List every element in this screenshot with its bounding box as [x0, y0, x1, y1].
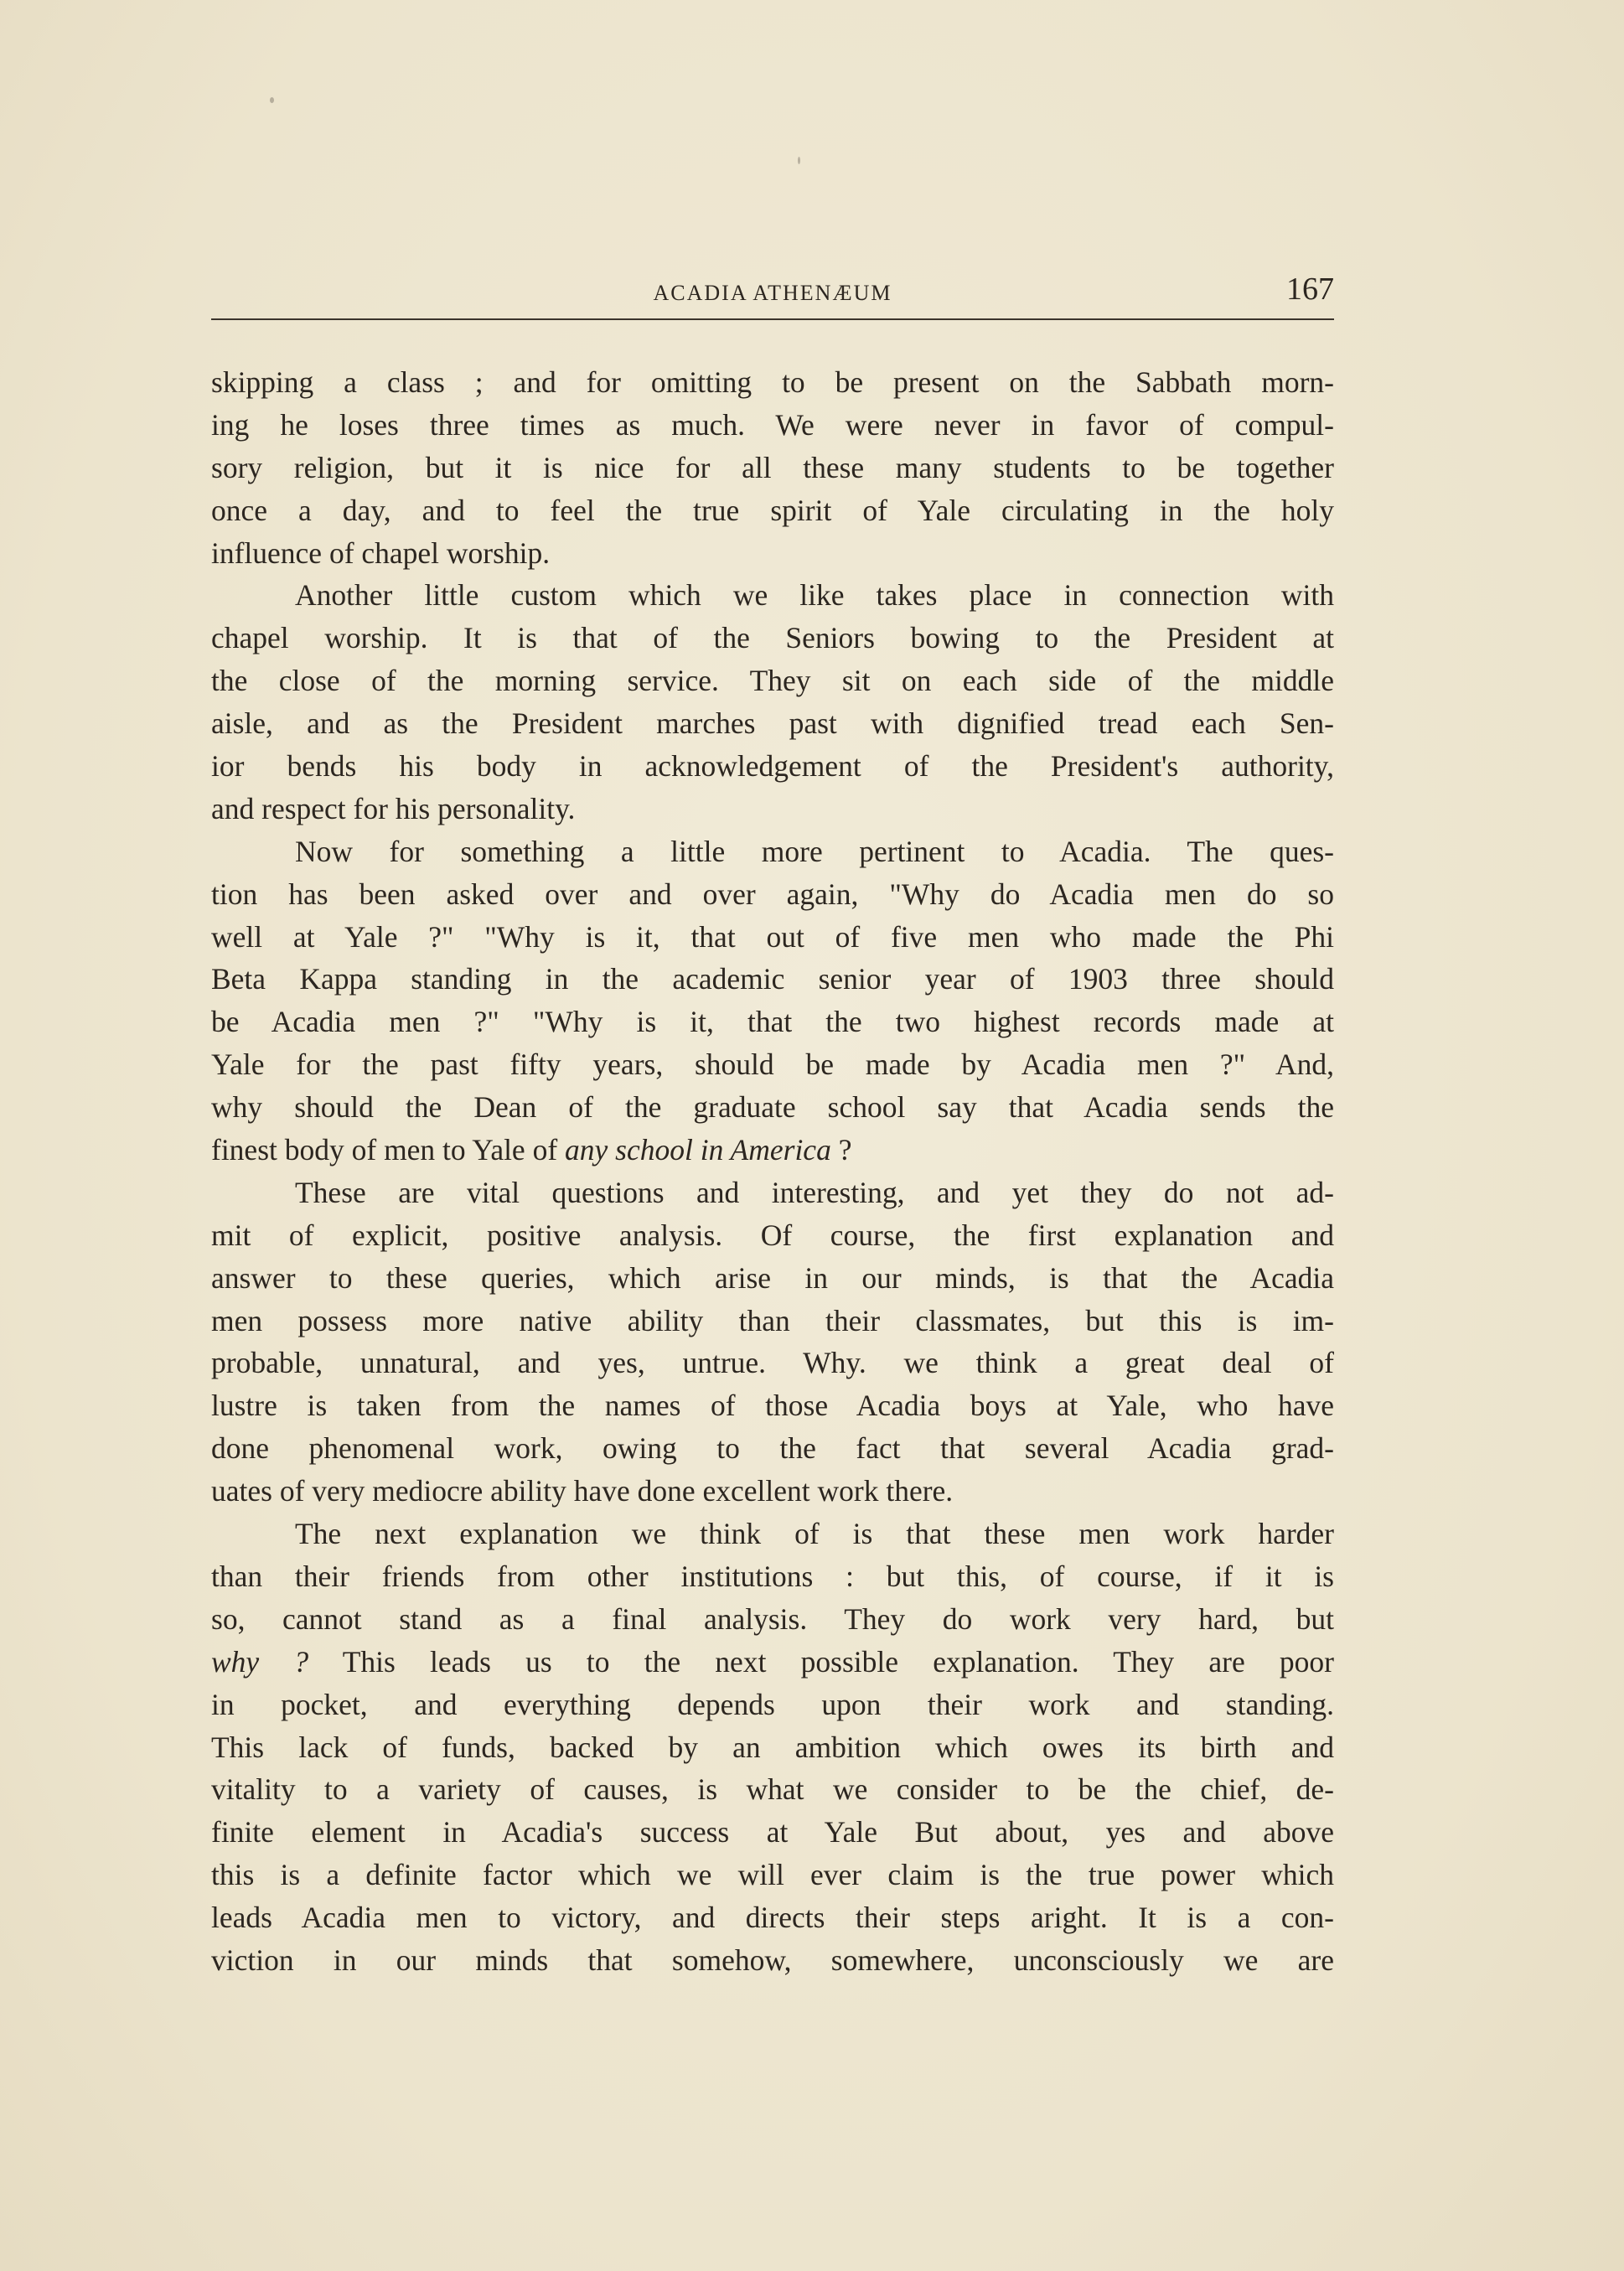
- text-line: viction in our minds that somehow, somewhere, unconsciously we are: [211, 1943, 1334, 1977]
- text-line: skipping a class ; and for omitting to be present on the Sabbath morn-: [211, 365, 1334, 399]
- text-line: Beta Kappa standing in the academic senior year of 1903 three should: [211, 962, 1334, 996]
- text-line: These are vital questions and interesting, and yet they do not ad-: [295, 1175, 1334, 1209]
- text-line: men possess more native ability than their classmates, but this is im-: [211, 1303, 1334, 1337]
- running-title: ACADIA ATHENÆUM: [653, 281, 892, 305]
- text-line: aisle, and as the President marches past with dignified tread each Sen-: [211, 706, 1334, 741]
- text-span: This leads us to the next possible explanation. They are poor: [308, 1644, 1334, 1679]
- text-line: uates of very mediocre ability have done excellent work there.: [211, 1474, 954, 1508]
- text-line: why should the Dean of the graduate school say that Acadia sends the: [211, 1090, 1334, 1125]
- text-line: probable, unnatural, and yes, untrue. Why. we think a great deal of: [211, 1346, 1334, 1380]
- text-line: once a day, and to feel the true spirit of Yale circulating in the holy: [211, 493, 1334, 527]
- paper-speck: [270, 97, 274, 103]
- text-line: than their friends from other institutions : but this, of course, if it is: [211, 1559, 1334, 1593]
- text-line: tion has been asked over and over again, "Why do Acadia men do so: [211, 877, 1334, 911]
- text-span: ?: [830, 1133, 852, 1167]
- text-line: the close of the morning service. They sit on each side of the middle: [211, 664, 1334, 698]
- text-line: leads Acadia men to victory, and directs their steps aright. It is a con-: [211, 1901, 1334, 1935]
- text-line: be Acadia men ?" "Why is it, that the two highest records made at: [211, 1005, 1334, 1039]
- text-line: This lack of funds, backed by an ambition which owes its birth and: [211, 1730, 1334, 1764]
- italic-span: any school in America: [565, 1133, 831, 1167]
- text-line: chapel worship. It is that of the Seniors bowing to the President at: [211, 621, 1334, 655]
- text-line: Another little custom which we like takes place in connection with: [295, 578, 1334, 613]
- text-line: well at Yale ?" "Why is it, that out of five men who made the Phi: [211, 919, 1334, 954]
- text-line: in pocket, and everything depends upon their work and standing.: [211, 1687, 1334, 1721]
- text-line: lustre is taken from the names of those Acadia boys at Yale, who have: [211, 1389, 1334, 1423]
- text-line: this is a definite factor which we will ever claim is the true power which: [211, 1858, 1334, 1892]
- text-line: answer to these queries, which arise in our minds, is that the Acadia: [211, 1260, 1334, 1295]
- text-line: so, cannot stand as a final analysis. They do work very hard, but: [211, 1601, 1334, 1636]
- text-line: finite element in Acadia's success at Yale But about, yes and above: [211, 1815, 1334, 1849]
- page-number: 167: [1286, 272, 1334, 307]
- text-line: ior bends his body in acknowledgement of the President's authority,: [211, 749, 1334, 784]
- text-line: The next explanation we think of is that these men work harder: [295, 1517, 1334, 1551]
- paper-speck: [798, 157, 800, 164]
- text-line: sory religion, but it is nice for all these many students to be together: [211, 450, 1334, 484]
- text-line: done phenomenal work, owing to the fact that several Acadia grad-: [211, 1431, 1334, 1466]
- text-line: [211, 1641, 1334, 1684]
- text-line: vitality to a variety of causes, is what we consider to be the chief, de-: [211, 1772, 1334, 1807]
- body-text: [211, 361, 1334, 1982]
- text-line: ing he loses three times as much. We were never in favor of compul-: [211, 407, 1334, 442]
- header-rule: [211, 318, 1334, 320]
- text-line: influence of chapel worship.: [211, 535, 551, 570]
- text-line: [211, 1129, 1334, 1172]
- text-line: Now for something a little more pertinent to Acadia. The ques-: [295, 834, 1334, 868]
- text-line: Yale for the past fifty years, should be made by Acadia men ?" And,: [211, 1048, 1334, 1082]
- text-line: mit of explicit, positive analysis. Of course, the first explanation and: [211, 1218, 1334, 1252]
- text-line: and respect for his personality.: [211, 791, 576, 825]
- running-head: [211, 271, 1334, 314]
- text-span: finest body of men to Yale of: [211, 1133, 566, 1167]
- italic-span: why ?: [211, 1644, 309, 1679]
